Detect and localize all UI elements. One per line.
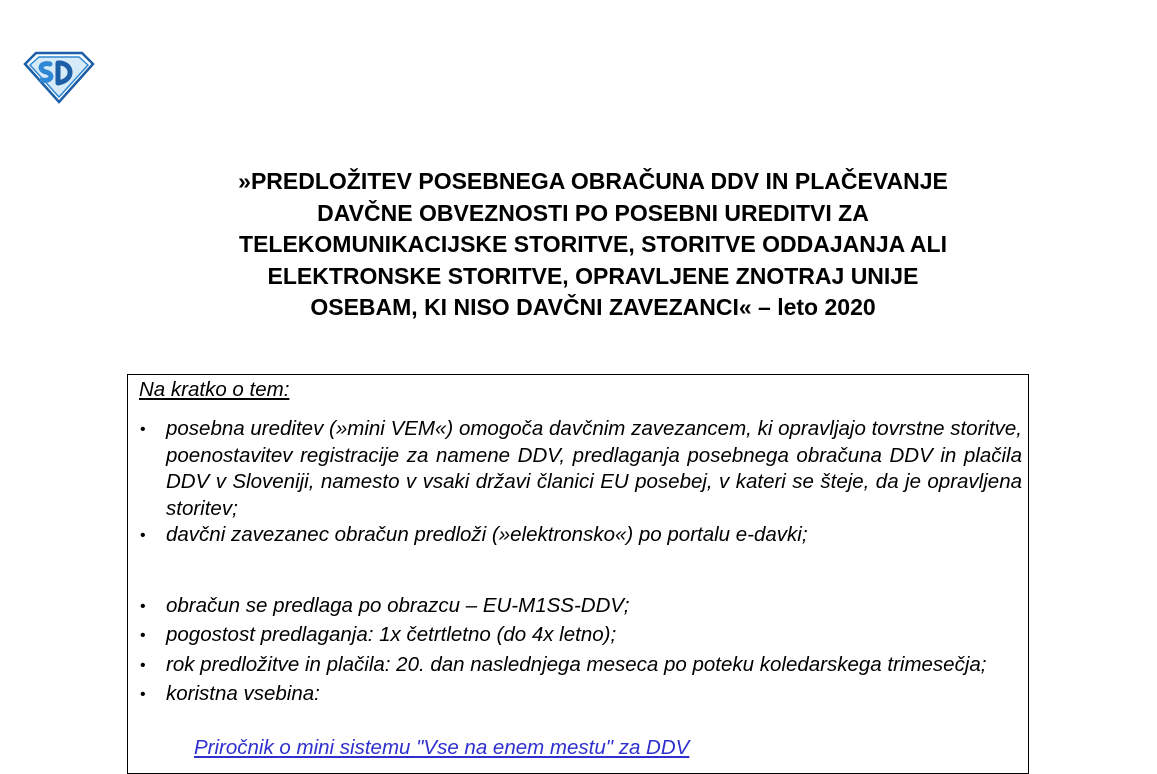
title-line: »PREDLOŽITEV POSEBNEGA OBRAČUNA DDV IN PLAČEVANJE [238, 168, 948, 194]
sd-logo [22, 50, 96, 104]
list-item-text: pogostost predlaganja: 1x četrtletno (do 4x letno); [166, 623, 617, 646]
summary-list [128, 416, 1030, 708]
list-item [128, 652, 1030, 679]
bullet-icon: • [140, 686, 146, 703]
list-item-text: posebna ureditev (»mini VEM«) omogoča davčnim zavezancem, ki opravljajo tovrstne storitve, poenostavitev registracije za namene DDV, predlaganja posebnega obračuna DDV in plačila DDV v Sloveniji, namesto v vsaki državi članici EU posebej, v kateri se šteje, da je opravljena storitev; [166, 417, 1022, 520]
list-item [128, 522, 1030, 549]
handbook-link[interactable]: Priročnik o mini sistemu "Vse na enem mestu" za DDV [194, 736, 690, 759]
title-line: ELEKTRONSKE STORITVE, OPRAVLJENE ZNOTRAJ UNIJE [267, 262, 919, 289]
summary-box [127, 374, 1029, 774]
list-item-text: koristna vsebina: [166, 682, 320, 705]
bullet-icon: • [140, 656, 146, 674]
bullet-icon: • [140, 421, 146, 438]
sd-shield-logo-icon [22, 50, 96, 104]
title-line: DAVČNE OBVEZNOSTI PO POSEBNI UREDITVI ZA [317, 199, 869, 226]
list-item [128, 622, 1030, 649]
list-item-text: obračun se predlaga po obrazcu – EU-M1SS-DDV; [166, 593, 630, 617]
document-title [140, 166, 1046, 324]
list-item [128, 681, 1030, 708]
bullet-icon: • [140, 627, 146, 644]
summary-heading: Na kratko o tem: [139, 378, 290, 401]
list-item [128, 593, 1030, 620]
title-line: TELEKOMUNIKACIJSKE STORITVE, STORITVE ODDAJANJA ALI [239, 231, 947, 257]
list-item-text: davčni zavezanec obračun predloži (»elektronsko«) po portalu e-davki; [166, 523, 808, 546]
title-line: OSEBAM, KI NISO DAVČNI ZAVEZANCI« – leto 2020 [310, 294, 876, 320]
bullet-icon: • [140, 597, 146, 615]
list-item-text: rok predložitve in plačila: 20. dan naslednjega meseca po poteku koledarskega trimesečja; [166, 652, 987, 676]
list-item [128, 416, 1030, 522]
bullet-icon: • [140, 527, 146, 544]
